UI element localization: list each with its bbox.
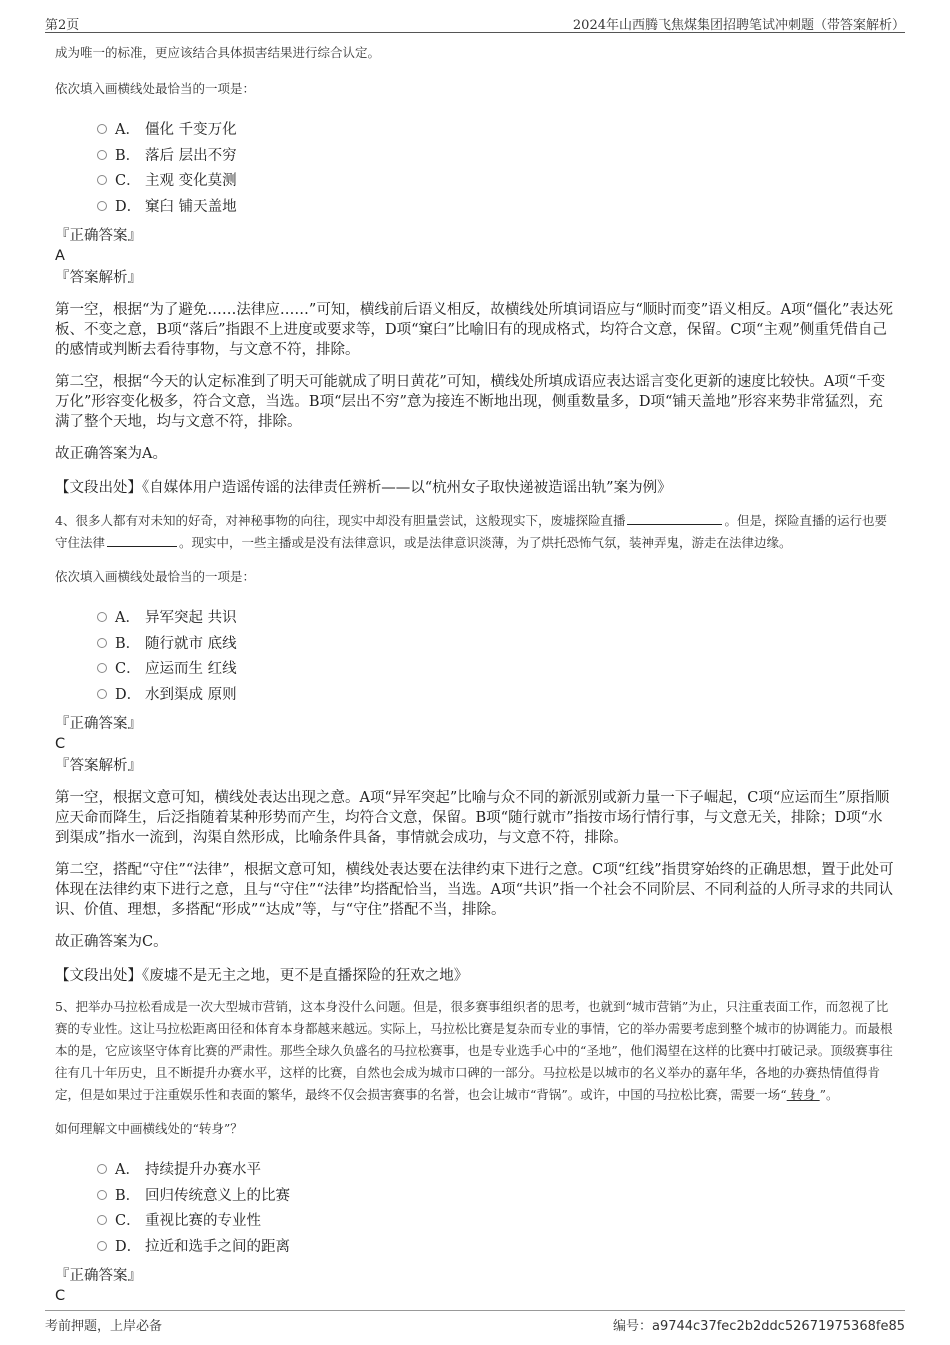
page-header	[45, 12, 905, 33]
q3-option-a[interactable]: A． 僵化 千变万化	[97, 118, 895, 144]
q4-answer: C	[55, 736, 66, 752]
q5-stem: 5、把举办马拉松看成是一次大型城市营销，这本身没什么问题。但是，很多赛事组织者的思考，也就到“城市营销”为止，只注重表面工作，而忽视了比赛的专业性。这让马拉松距离田径和体育本身都越来越远。实际上，马拉松比赛是复杂而专业的事情，它的举办需要考虑到整个城市的协调能力。而最根本的是，它应该坚守体育比赛的严肃性。那些全球久负盛名的马拉松赛事，也是专业选手心中的“圣地”，他们渴望在这样的比赛中打破记录。顶级赛事往往有几十年历史，且不断提升办赛水平，这样的比赛，自然也会成为城市口碑的一部分。马拉松是以城市的名义举办的嘉年华，各地的办赛热情值得肯定，但是如果过于注重娱乐性和表面的繁华，最终不仅会损害赛事的名誉，也会让城市“背锅”。或许，中国的马拉松比赛，需要一场“ 转身 ”。	[55, 999, 893, 1102]
radio-icon[interactable]	[97, 175, 107, 185]
radio-icon[interactable]	[97, 663, 107, 673]
q3-prompt: 依次填入画横线处最恰当的一项是：	[55, 81, 256, 96]
q3-analysis-2: 第二空，根据“今天的认定标准到了明天可能就成了明日黄花”可知，横线处所填成语应表达谣言变化更新的速度比较快。A项“千变万化”形容变化极多，符合文意，当选。B项“层出不穷”意为接连不断地出现，侧重数量多，D项“铺天盖地”形容来势非常猛烈，充满了整个天地，均与文意不符，排除。	[55, 374, 886, 430]
q3-options	[55, 118, 895, 220]
q4-source: 【文段出处】《废墟不是无主之地，更不是直播探险的狂欢之地》	[55, 968, 469, 984]
document-body	[55, 40, 895, 1306]
document-title: 2024年山西腾飞焦煤集团招聘笔试冲刺题（带答案解析）	[572, 18, 905, 33]
blank-line	[107, 534, 177, 547]
q5-option-d[interactable]: D． 拉近和选手之间的距离	[97, 1235, 895, 1261]
q4-option-a[interactable]: A． 异军突起 共识	[97, 606, 895, 632]
q4-analysis-2: 第二空，搭配“守住”“法律”，根据文意可知，横线处表达要在法律约束下进行之意。C项“红线”指贯穿始终的正确思想，置于此处可体现在法律约束下进行之意，且与“守住”“法律”均搭配恰当，当选。A项“共识”指一个社会不同阶层、不同利益的人所寻求的共同认识、价值、理想，多搭配“形成”“达成”等，与“守住”搭配不当，排除。	[55, 862, 894, 918]
radio-icon[interactable]	[97, 124, 107, 134]
radio-icon[interactable]	[97, 201, 107, 211]
q4-analysis-3: 故正确答案为C。	[55, 934, 168, 950]
q4-analysis-1: 第一空，根据文意可知，横线处表达出现之意。A项“异军突起”比喻与众不同的新派别或新力量一下子崛起，C项“应运而生”原指顺应天命而降生，后泛指随着某种形势而产生，均符合文意，保留。B项“随行就市”指按市场行情行事，与文意无关，排除；D项“水到渠成”指水一流到，沟渠自然形成，比喻条件具备，事情就会成功，与文意不符，排除。	[55, 790, 890, 846]
q3-answer-label: 『正确答案』	[55, 228, 142, 244]
q5-option-b[interactable]: B． 回归传统意义上的比赛	[97, 1184, 895, 1210]
q3-option-c[interactable]: C． 主观 变化莫测	[97, 169, 895, 195]
q4-answer-label: 『正确答案』	[55, 716, 142, 732]
q4-prompt: 依次填入画横线处最恰当的一项是：	[55, 569, 256, 584]
radio-icon[interactable]	[97, 1164, 107, 1174]
q3-analysis-label: 『答案解析』	[55, 270, 142, 286]
q4-stem: 4、很多人都有对未知的好奇，对神秘事物的向往，现实中却没有胆量尝试，这般现实下，废墟探险直播 。但是，探险直播的运行也要守住法律 。现实中，一些主播或是没有法律意识，或是法律意识淡薄，为了烘托恐怖气氛，装神弄鬼，游走在法律边缘。	[55, 513, 887, 550]
q4-analysis-label: 『答案解析』	[55, 758, 142, 774]
intro-line: 成为唯一的标准，更应该结合具体损害结果进行综合认定。	[55, 45, 381, 60]
q5-answer-label: 『正确答案』	[55, 1268, 142, 1284]
q5-options	[55, 1158, 895, 1260]
radio-icon[interactable]	[97, 689, 107, 699]
radio-icon[interactable]	[97, 1215, 107, 1225]
q4-option-d[interactable]: D． 水到渠成 原则	[97, 683, 895, 709]
page-footer	[45, 1310, 905, 1335]
document-code: 编号：a9744c37fec2b2ddc52671975368fe85	[612, 1319, 905, 1334]
q5-answer: C	[55, 1288, 66, 1304]
page-number: 第2页	[45, 18, 80, 33]
q5-underlined-word: 转身	[786, 1087, 820, 1102]
blank-line	[627, 512, 722, 525]
radio-icon[interactable]	[97, 150, 107, 160]
q5-option-a[interactable]: A． 持续提升办赛水平	[97, 1158, 895, 1184]
q3-option-d[interactable]: D． 窠臼 铺天盖地	[97, 195, 895, 221]
q5-option-c[interactable]: C． 重视比赛的专业性	[97, 1209, 895, 1235]
q4-options	[55, 606, 895, 708]
radio-icon[interactable]	[97, 638, 107, 648]
q3-source: 【文段出处】《自媒体用户造谣传谣的法律责任辨析——以“杭州女子取快递被造谣出轨”案为例》	[55, 480, 672, 496]
radio-icon[interactable]	[97, 1190, 107, 1200]
q4-option-c[interactable]: C． 应运而生 红线	[97, 657, 895, 683]
radio-icon[interactable]	[97, 612, 107, 622]
q3-option-b[interactable]: B． 落后 层出不穷	[97, 144, 895, 170]
q4-option-b[interactable]: B． 随行就市 底线	[97, 632, 895, 658]
radio-icon[interactable]	[97, 1241, 107, 1251]
q3-answer: A	[55, 248, 65, 264]
q3-analysis-1: 第一空，根据“为了避免……法律应……”可知，横线前后语义相反，故横线处所填词语应与“顺时而变”语义相反。A项“僵化”表达死板、不变之意，B项“落后”指跟不上进度或要求等，D项“窠臼”比喻旧有的现成格式，均符合文意，保留。C项“主观”侧重凭借自己的感情或判断去看待事物，与文意不符，排除。	[55, 302, 893, 358]
footer-slogan: 考前押题，上岸必备	[45, 1319, 163, 1334]
q5-prompt: 如何理解文中画横线处的“转身”？	[55, 1121, 243, 1136]
q3-analysis-3: 故正确答案为A。	[55, 446, 167, 462]
